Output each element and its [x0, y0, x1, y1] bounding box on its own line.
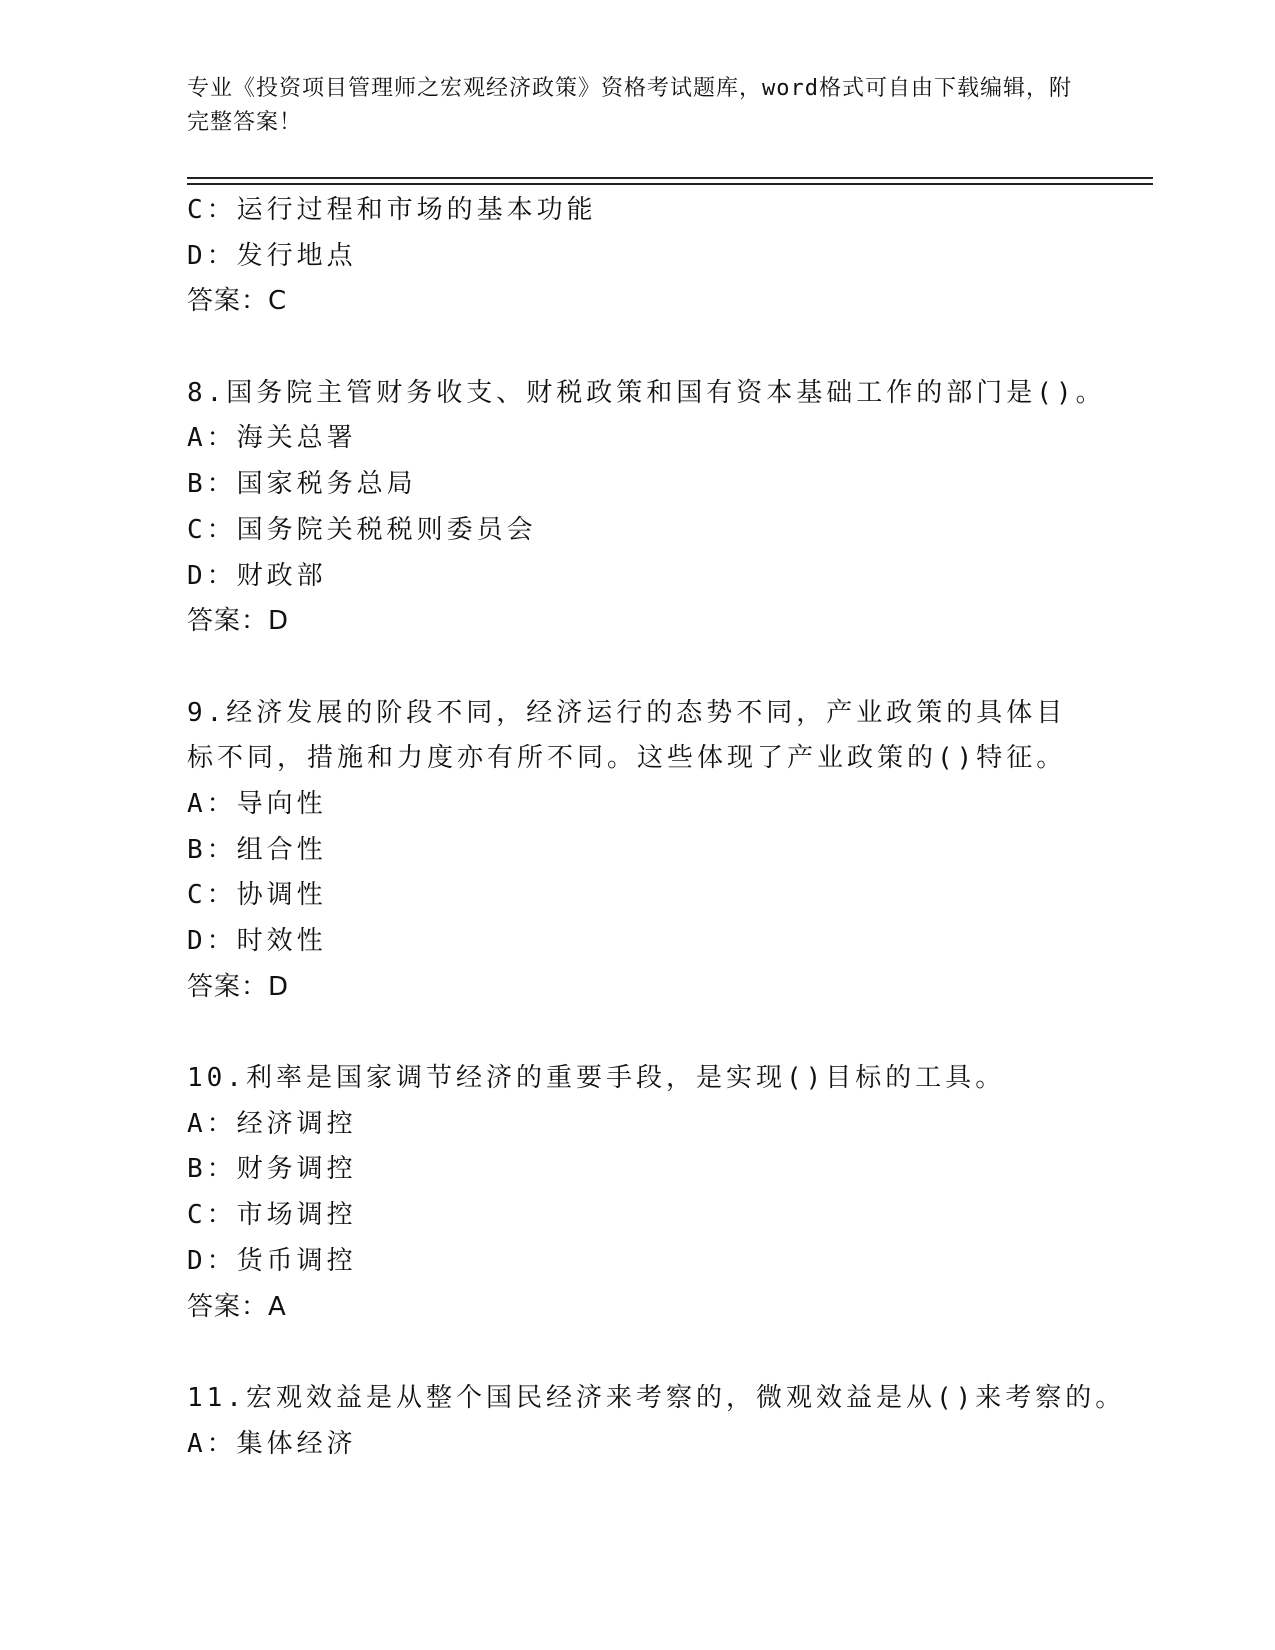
option-text: 国家税务总局 — [236, 469, 417, 500]
option-d — [187, 234, 1067, 280]
option-label: D： — [187, 1245, 237, 1276]
option-text: 导向性 — [236, 788, 327, 819]
option-c — [187, 1193, 1067, 1239]
option-c — [187, 188, 1067, 234]
question-list — [187, 188, 1126, 1467]
option-c — [187, 508, 1067, 554]
question-block-11 — [187, 1376, 1126, 1467]
option-label: C： — [187, 880, 237, 911]
option-text: 市场调控 — [236, 1200, 357, 1231]
answer-line: 答案：D — [187, 971, 290, 1002]
question-stem: 9.经济发展的阶段不同，经济运行的态势不同，产业政策的具体目标不同，措施和力度亦有所不同。这些体现了产业政策的()特征。 — [187, 697, 1067, 774]
option-label: B： — [187, 469, 237, 500]
option-label: C： — [187, 1200, 237, 1231]
question-block-9 — [187, 691, 1067, 1011]
option-c — [187, 873, 1067, 919]
question-stem: 8.国务院主管财务收支、财税政策和国有资本基础工作的部门是()。 — [187, 377, 1106, 408]
option-text: 经济调控 — [236, 1108, 357, 1139]
option-text: 海关总署 — [236, 423, 357, 454]
option-text: 时效性 — [236, 926, 327, 957]
answer-line: 答案：D — [187, 606, 290, 637]
option-text: 协调性 — [236, 880, 327, 911]
option-text: 财政部 — [236, 560, 327, 591]
spacer — [187, 325, 1067, 371]
option-label: B： — [187, 834, 237, 865]
option-d — [187, 1239, 1067, 1285]
option-label: D： — [187, 560, 237, 591]
spacer — [187, 1010, 1067, 1056]
question-block-10 — [187, 1056, 1067, 1330]
header-rule-bottom — [187, 183, 1153, 185]
option-label: D： — [187, 926, 237, 957]
option-label: B： — [187, 1154, 237, 1185]
spacer — [187, 645, 1067, 691]
question-block-partial — [187, 188, 1067, 325]
option-label: D： — [187, 240, 237, 271]
option-a — [187, 782, 1067, 828]
spacer — [187, 1330, 1067, 1376]
option-a — [187, 416, 1067, 462]
option-text: 运行过程和市场的基本功能 — [236, 195, 597, 225]
option-text: 组合性 — [236, 834, 327, 865]
option-text: 货币调控 — [236, 1245, 357, 1276]
document-header: 专业《投资项目管理师之宏观经济政策》资格考试题库，word格式可自由下载编辑，附完整答案！ — [187, 76, 1072, 135]
option-a — [187, 1102, 1067, 1148]
option-label: C： — [187, 514, 237, 545]
option-a — [187, 1422, 1067, 1468]
option-d — [187, 919, 1067, 965]
question-block-8 — [187, 371, 1106, 645]
option-b — [187, 828, 1067, 874]
option-d — [187, 554, 1067, 600]
answer-line: 答案：C — [187, 286, 288, 317]
answer-line: 答案：A — [187, 1291, 287, 1322]
header-rule-top — [187, 177, 1153, 179]
option-label: A： — [187, 1428, 237, 1459]
option-label: A： — [187, 1108, 237, 1139]
option-text: 集体经济 — [236, 1428, 357, 1459]
question-stem: 11.宏观效益是从整个国民经济来考察的，微观效益是从()来考察的。 — [187, 1382, 1126, 1413]
option-text: 财务调控 — [236, 1154, 357, 1185]
question-stem: 10.利率是国家调节经济的重要手段，是实现()目标的工具。 — [187, 1063, 1006, 1094]
option-b — [187, 462, 1067, 508]
option-label: C： — [187, 195, 237, 225]
option-text: 国务院关税税则委员会 — [236, 514, 537, 545]
option-label: A： — [187, 788, 237, 819]
option-label: A： — [187, 423, 237, 454]
option-b — [187, 1147, 1067, 1193]
option-text: 发行地点 — [236, 240, 357, 271]
